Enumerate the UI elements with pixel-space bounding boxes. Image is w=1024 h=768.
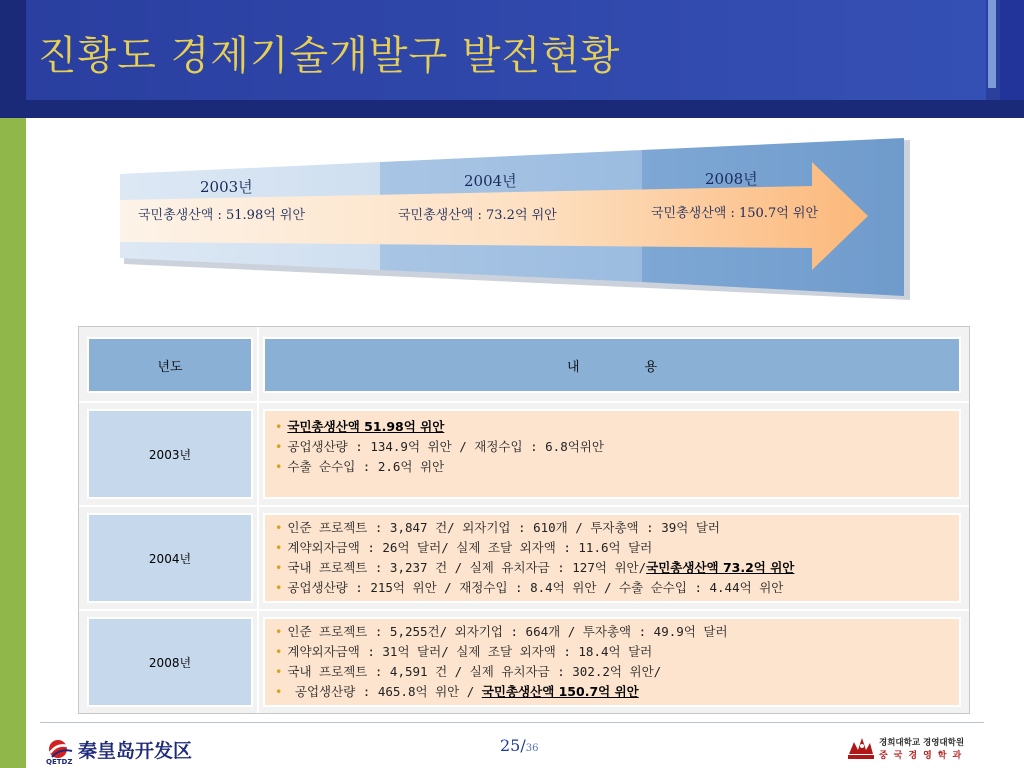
qetdz-logo-sub: QETDZ	[46, 758, 73, 766]
qetdz-logo-text: 秦皇岛开发区	[78, 740, 193, 762]
item-text: 공업생산량 : 465.8억 위안 /	[287, 684, 482, 699]
qetdz-logo	[46, 736, 193, 766]
page-current: 25/	[500, 736, 526, 755]
item-text: 국내 프로젝트 : 4,591 건 / 실제 유치자금 : 302.2억 위안/	[287, 664, 662, 679]
timeline-gnp-2003: 국민총생산액 : 51.98억 위안	[138, 208, 306, 223]
header-content: 내 용	[263, 337, 961, 393]
list-item: • 국민총생산액 51.98억 위안	[275, 419, 445, 434]
slide-title: 진황도 경제기술개발구 발전현황	[38, 33, 621, 79]
khu-emblem-icon	[846, 734, 876, 762]
list-item: • 국내 프로젝트 : 3,237 건 / 실제 유치자금 : 127억 위안/국민총생산액 73.2억 위안	[275, 560, 795, 575]
left-accent-bar	[0, 0, 26, 768]
page-number	[500, 736, 538, 755]
item-text: 계약외자금액 : 31억 달러/ 실제 조달 외자액 : 18.4억 달러	[287, 644, 653, 659]
item-text: 공업생산량 : 215억 위안 / 재정수입 : 8.4억 위안 / 수출 순수입 : 4.44억 위안	[287, 580, 784, 595]
gnp-highlight: 국민총생산액 73.2억 위안	[646, 560, 795, 575]
gnp-highlight: 국민총생산액 51.98억 위안	[287, 419, 445, 434]
header-year: 년도	[87, 337, 253, 393]
list-item: • 공업생산량 : 465.8억 위안 / 국민총생산액 150.7억 위안	[275, 684, 639, 699]
item-text: 수출 순수입 : 2.6억 위안	[287, 459, 445, 474]
table-divider	[79, 609, 969, 611]
timeline-year-2003: 2003년	[200, 178, 253, 196]
item-text: 인준 프로젝트 : 3,847 건/ 외자기업 : 610개 / 투자총액 : 39억 달러	[287, 520, 720, 535]
timeline-gnp-2008: 국민총생산액 : 150.7억 위안	[651, 206, 819, 221]
list-item: • 인준 프로젝트 : 3,847 건/ 외자기업 : 610개 / 투자총액 : 39억 달러	[275, 520, 720, 535]
list-item: • 공업생산량 : 134.9억 위안 / 재정수입 : 6.8억위안	[275, 439, 604, 454]
item-text: 공업생산량 : 134.9억 위안 / 재정수입 : 6.8억위안	[287, 439, 604, 454]
header-underline	[26, 100, 1024, 118]
list-item: • 국내 프로젝트 : 4,591 건 / 실제 유치자금 : 302.2억 위안/	[275, 664, 662, 679]
footer-divider	[40, 722, 984, 723]
item-text: 계약외자금액 : 26억 달러/ 실제 조달 외자액 : 11.6억 달러	[287, 540, 653, 555]
timeline-gnp-2004: 국민총생산액 : 73.2억 위안	[398, 208, 557, 223]
table-divider	[79, 401, 969, 403]
row-content-2004	[263, 513, 961, 603]
gnp-highlight: 국민총생산액 150.7억 위안	[481, 684, 639, 699]
table-divider	[257, 327, 259, 713]
list-item: • 공업생산량 : 215억 위안 / 재정수입 : 8.4억 위안 / 수출 순수입 : 4.44억 위안	[275, 580, 784, 595]
timeline-graphic	[100, 132, 920, 310]
khu-logo-line2: 중국경영학과	[879, 750, 968, 761]
table-divider	[79, 505, 969, 507]
khu-logo	[846, 734, 967, 762]
timeline-year-2008: 2008년	[705, 170, 758, 188]
row-content-2003	[263, 409, 961, 499]
khu-logo-line1: 경희대학교 경영대학원	[879, 737, 965, 748]
list-item: • 수출 순수입 : 2.6억 위안	[275, 459, 445, 474]
list-item: • 계약외자금액 : 31억 달러/ 실제 조달 외자액 : 18.4억 달러	[275, 644, 653, 659]
timeline-year-2004: 2004년	[464, 172, 517, 190]
header-decoration-2	[1000, 0, 1024, 100]
row-content-2008	[263, 617, 961, 707]
row-year-2008: 2008년	[87, 617, 253, 707]
page-total: 36	[525, 743, 539, 754]
row-year-2004: 2004년	[87, 513, 253, 603]
row-year-2003: 2003년	[87, 409, 253, 499]
item-text: 인준 프로젝트 : 5,255건/ 외자기업 : 664개 / 투자총액 : 49.9억 달러	[287, 624, 728, 639]
item-text: 국내 프로젝트 : 3,237 건 / 실제 유치자금 : 127억 위안/	[287, 560, 647, 575]
list-item: • 인준 프로젝트 : 5,255건/ 외자기업 : 664개 / 투자총액 : 49.9억 달러	[275, 624, 728, 639]
development-table	[78, 326, 970, 714]
list-item: • 계약외자금액 : 26억 달러/ 실제 조달 외자액 : 11.6억 달러	[275, 540, 653, 555]
header-decoration	[988, 0, 996, 88]
